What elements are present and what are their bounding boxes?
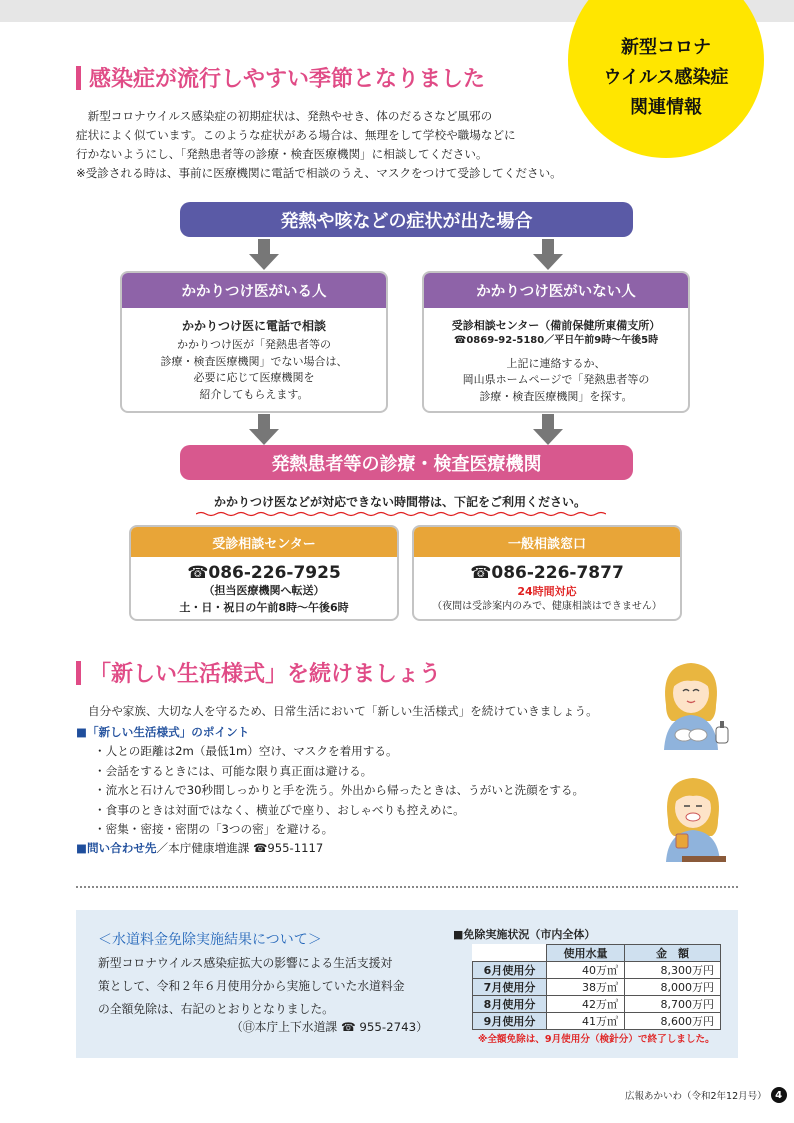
points-list <box>94 742 584 840</box>
down-arrow-icon <box>249 239 279 271</box>
phone-number: ☎086-226-7877 <box>470 563 624 583</box>
table-row <box>473 996 721 1013</box>
table-cell: 42万㎥ <box>547 996 625 1013</box>
table-cell: 8月使用分 <box>473 996 547 1013</box>
badge-line: 新型コロナ <box>621 37 711 58</box>
list-item: ・密集・密接・密閉の「3つの密」を避ける。 <box>94 822 334 837</box>
lead-text: 自分や家族、大切な人を守るため、日常生活において「新しい生活様式」を続けていきましょう。 <box>88 704 598 718</box>
table-row <box>473 1013 721 1030</box>
section-heading <box>76 62 485 93</box>
list-item: ・会話をするときには、可能な限り真正面は避ける。 <box>94 763 373 778</box>
page-number: 4 <box>771 1087 787 1103</box>
list-item: ・人との距離は2m（最低1m）空け、マスクを着用する。 <box>94 744 398 758</box>
table-cell: 8,300万円 <box>625 962 721 979</box>
box-line: 必要に応じて医療機関を <box>193 371 315 384</box>
wavy-underline <box>196 511 606 517</box>
general-desk-box <box>412 525 682 621</box>
panel-line: 策として、令和２年６月使用分から実施していた水道料金 <box>98 979 405 993</box>
box-header: かかりつけ医がいる人 <box>122 273 386 308</box>
box-line: かかりつけ医が「発熱患者等の <box>177 338 331 351</box>
box-subtitle: 受診相談センター（備前保健所東備支所） <box>451 319 661 332</box>
gargling-woman-illustration <box>652 770 734 862</box>
table-title: ■免除実施状況（市内全体） <box>453 928 596 941</box>
box-line: 診療・検査医療機関」を探す。 <box>479 389 633 403</box>
water-fee-panel <box>76 910 738 1058</box>
intro-line: 新型コロナウイルス感染症の初期症状は、発熱やせき、体のだるさなど風邪の <box>76 109 493 123</box>
intro-line: 症状によく似ています。このような症状がある場合は、無理をして学校や職場などに <box>76 128 516 142</box>
badge-line: 関連情報 <box>630 97 702 118</box>
box-line: 岡山県ホームページで「発熱患者等の <box>462 373 650 386</box>
hand-washing-woman-illustration <box>650 655 732 750</box>
ref-open: （ <box>231 1020 243 1034</box>
flow-end-banner: 発熱患者等の診療・検査医療機関 <box>180 445 633 480</box>
box-header: 一般相談窓口 <box>414 527 680 557</box>
heading-bar <box>76 661 81 685</box>
consult-center-box <box>129 525 399 621</box>
box-subtitle: かかりつけ医に電話で相談 <box>181 319 326 333</box>
points-title: ■「新しい生活様式」のポイント <box>76 725 250 739</box>
table-corner <box>473 945 547 962</box>
heading-bar <box>76 66 81 90</box>
section-title: 感染症が流行しやすい季節となりました <box>89 67 486 92</box>
intro-text <box>76 107 616 183</box>
panel-text <box>98 952 405 1021</box>
intro-line: ※受診される時は、事前に医療機関に電話で相談のうえ、マスクをつけて受診してください。 <box>76 166 562 180</box>
table-cell: 41万㎥ <box>547 1013 625 1030</box>
box-tel: ☎0869-92-5180／平日午前9時〜午後5時 <box>453 335 659 346</box>
box-line: 上記に連絡するか、 <box>506 356 606 370</box>
table-cell: 9月使用分 <box>473 1013 547 1030</box>
box-line: （夜間は受診案内のみで、健康相談はできません） <box>432 601 662 612</box>
ref-text: ㊐本庁上下水道課 ☎ 955-2743） <box>242 1020 428 1034</box>
table-row <box>473 962 721 979</box>
table-cell: 8,000万円 <box>625 979 721 996</box>
table-cell: 8,600万円 <box>625 1013 721 1030</box>
no-doctor-box <box>422 271 690 413</box>
section-title: 「新しい生活様式」を続けましょう <box>89 662 442 687</box>
table-note: ※全額免除は、9月使用分（検針分）で終了しました。 <box>478 1034 715 1045</box>
table-row <box>473 979 721 996</box>
section-heading <box>76 657 441 688</box>
section-divider <box>76 886 738 888</box>
hours-label: 24時間対応 <box>517 585 577 598</box>
footer-text: 広報あかいわ（令和2年12月号） <box>625 1091 767 1102</box>
contact-label: ■問い合わせ先 <box>76 841 157 855</box>
exemption-table <box>472 944 721 1030</box>
table-cell: 6月使用分 <box>473 962 547 979</box>
panel-line: 新型コロナウイルス感染症拡大の影響による生活支援対 <box>98 956 393 970</box>
table-cell: 38万㎥ <box>547 979 625 996</box>
badge-line: ウイルス感染症 <box>603 67 729 88</box>
box-line: （担当医療機関へ転送） <box>203 584 325 597</box>
has-doctor-box <box>120 271 388 413</box>
box-line: 土・日・祝日の午前8時〜午後6時 <box>179 600 349 614</box>
table-cell: 40万㎥ <box>547 962 625 979</box>
box-line: 診療・検査医療機関」でない場合は、 <box>160 354 348 368</box>
column-header: 使用水量 <box>547 945 625 962</box>
down-arrow-icon <box>249 414 279 446</box>
column-header: 金 額 <box>625 945 721 962</box>
contact-text: ／本庁健康増進課 ☎955-1117 <box>156 841 324 855</box>
table-cell: 7月使用分 <box>473 979 547 996</box>
contact-reference <box>231 1018 428 1035</box>
panel-line: の全額免除は、右記のとおりとなりました。 <box>98 1002 334 1016</box>
intro-line: 行かないようにし、「発熱患者等の診療・検査医療機関」に相談してください。 <box>76 147 488 161</box>
list-item: ・食事のときは対面ではなく、横並びで座り、おしゃべりも控えめに。 <box>94 802 465 817</box>
box-line: 紹介してもらえます。 <box>199 387 309 401</box>
list-item: ・流水と石けんで30秒間しっかりと手を洗う。外出から帰ったときは、うがいと洗顔をする。 <box>94 783 585 798</box>
down-arrow-icon <box>533 239 563 271</box>
table-header-row <box>473 945 721 962</box>
off-hours-note: かかりつけ医などが対応できない時間帯は、下記をご利用ください。 <box>213 495 586 509</box>
box-header: 受診相談センター <box>131 527 397 557</box>
down-arrow-icon <box>533 414 563 446</box>
box-header: かかりつけ医がいない人 <box>424 273 688 308</box>
panel-title: ＜水道料金免除実施結果について＞ <box>98 932 322 948</box>
phone-number: ☎086-226-7925 <box>187 563 341 583</box>
flow-start-banner: 発熱や咳などの症状が出た場合 <box>180 202 633 237</box>
table-cell: 8,700万円 <box>625 996 721 1013</box>
contact-line <box>76 840 323 856</box>
page-footer <box>625 1087 787 1103</box>
